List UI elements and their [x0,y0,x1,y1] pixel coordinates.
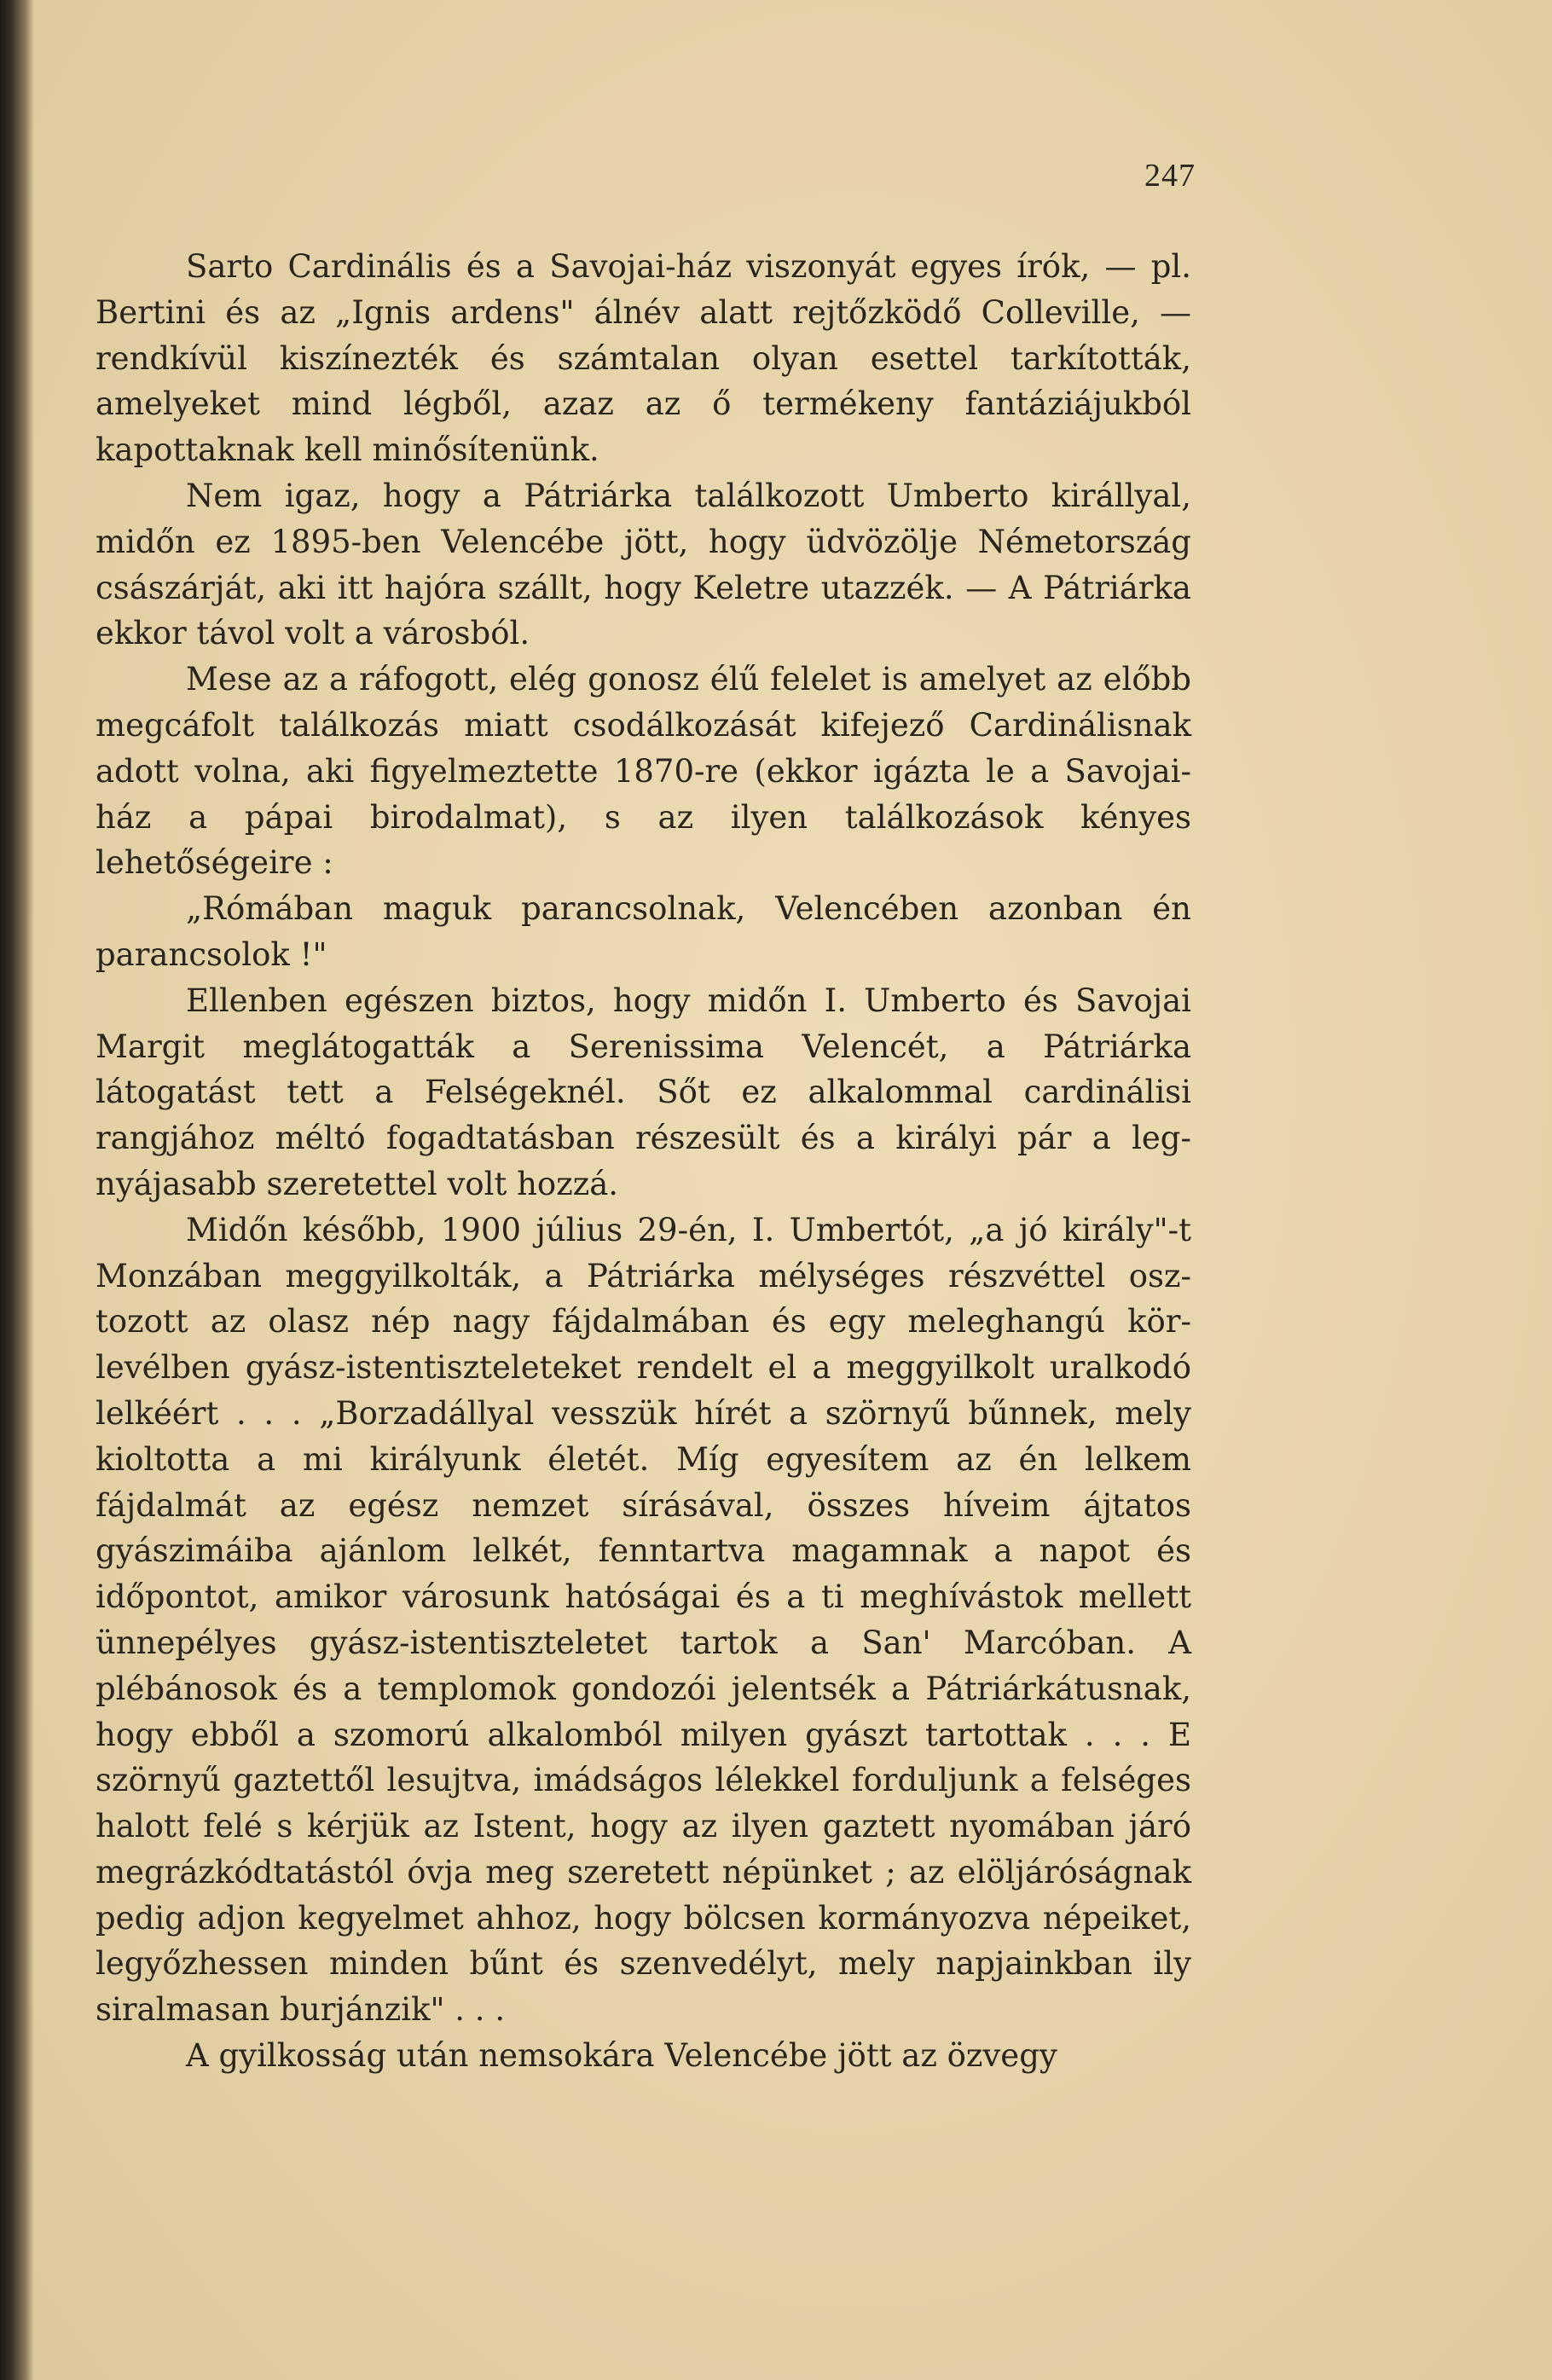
binding-shadow [0,0,34,2380]
paragraph: Mese az a ráfogott, elég gonosz élű felelet is amelyet az előbb megcáfolt találkozás miatt csodálkozását kifejező Cardinálisnak adott volna, aki figyelmeztette 1870-re (ekkor igázta le a Savojai-ház a pápai birodalmat), s az ilyen találkozások kényes lehetőségeire : [96,661,1191,882]
paragraph: Nem igaz, hogy a Pátriárka találkozott Umberto királlyal, midőn ez 1895-ben Velencébe jött, hogy üdvözölje Németország császárját, aki itt hajóra szállt, hogy Keletre utazzék. — A Pátriárka ekkor távol volt a városból. [96,477,1191,652]
quoted-reply: „Rómában maguk parancsolnak, Velencében azonban én parancsolok !" [96,890,1191,973]
paragraph: Ellenben egészen biztos, hogy midőn I. Umberto és Savojai Margit meglátogatták a Serenissima Velencét, a Pátriárka látogatást tett a Felségeknél. Sőt ez alkalommal cardinálisi rangjához méltó fogadtatásban részesült és a királyi pár a legnyájasabb szeretettel volt hozzá. [96,982,1191,1202]
paragraph: Sarto Cardinális és a Savojai-ház viszonyát egyes írók, — pl. Bertini és az „Ignis ardens" álnév alatt rejtőzködő Colleville, — rendkívül kiszínezték és számtalan olyan esettel tarkították, amelyeket mind légből, azaz az ő termékeny fantáziájukból kapottaknak kell minősítenünk. [96,248,1191,469]
page-number: 247 [1144,158,1196,194]
paragraph: Midőn később, 1900 július 29-én, I. Umbertót, „a jó király"-t Monzában meggyilkolták, a Pátriárka mélységes részvéttel osztozott az olasz nép nagy fájdalmában és egy meleghangú körlevélben gyász-istentiszteleteket rendelt el a meggyilkolt uralkodó lelkéért . . . „Borzadállyal vesszük hírét a szörnyű bűnnek, mely kioltotta a mi királyunk életét. Míg egyesítem az én lelkem fájdalmát az egész nemzet sírásával, összes híveim ájtatos gyászimáiba ajánlom lelkét, fenntartva magamnak a napot és időpontot, amikor városunk hatóságai és a ti meghívástok mellett ünnepélyes gyász-istentiszteletet tartok a San' Marcóban. A plébánosok és a templomok gondozói jelentsék a Pátriárkátusnak, hogy ebből a szomorú alkalomból milyen gyászt tartottak . . . E szörnyű gaztettől lesujtva, imádságos lélekkel forduljunk a felséges halott felé s kérjük az Istent, hogy az ilyen gaztett nyomában járó megrázkódtatástól óvja meg szeretett népünket ; az elöljáróságnak pedig adjon kegyelmet ahhoz, hogy bölcsen kormányozva népeiket, legyőzhessen minden bűnt és szenvedélyt, mely napjainkban ily siralmasan burjánzik" . . . [96,1211,1191,2029]
paragraph: A gyilkosság után nemsokára Velencébe jött az özvegy [186,2037,1057,2075]
body-text [96,244,1191,2079]
